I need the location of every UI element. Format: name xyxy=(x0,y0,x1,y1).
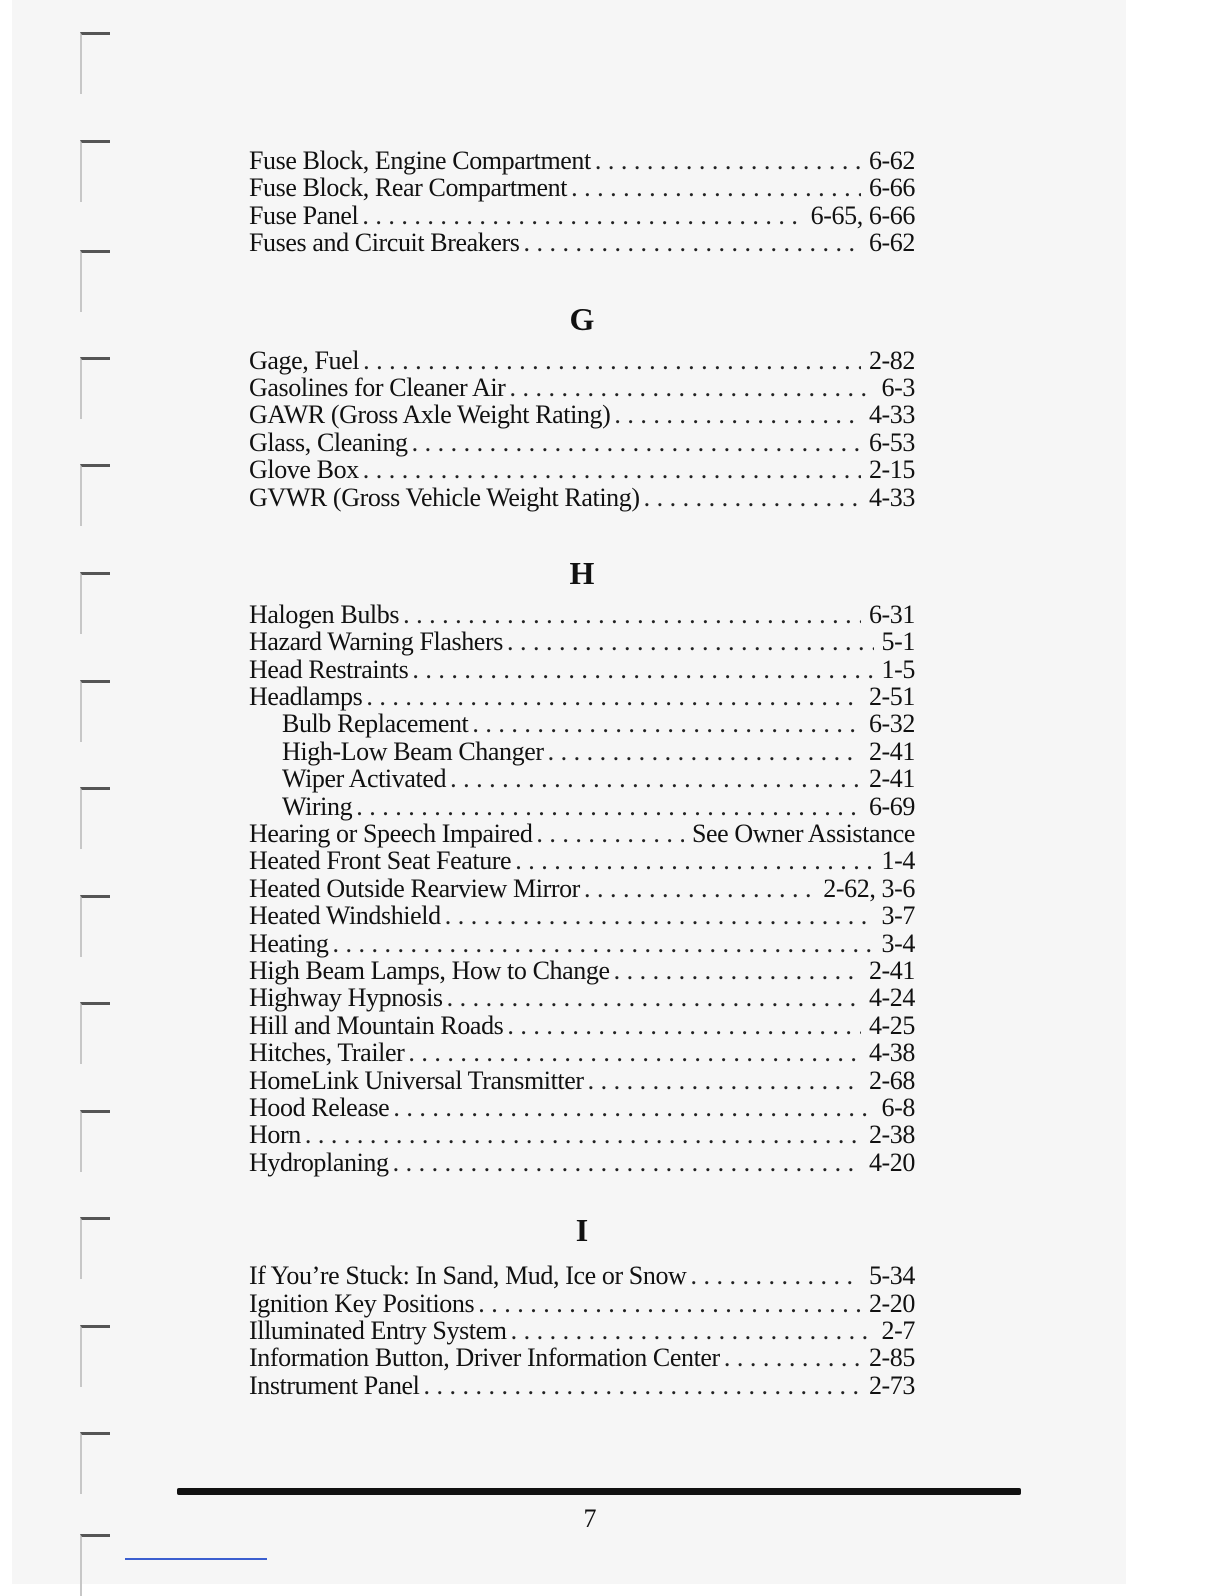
entry-page: 6-8 xyxy=(881,1092,915,1122)
entry-page: 6-32 xyxy=(868,709,915,739)
index-entry xyxy=(249,930,915,957)
index-entry xyxy=(249,1317,915,1344)
binding-mark xyxy=(80,32,110,94)
dot-leader xyxy=(445,902,874,929)
dot-leader xyxy=(393,1149,861,1176)
entry-page: 3-7 xyxy=(881,901,915,931)
dot-leader xyxy=(571,174,861,201)
dot-leader xyxy=(412,656,873,683)
binding-mark xyxy=(80,1432,110,1494)
entry-label: Horn xyxy=(249,1120,301,1150)
index-entry xyxy=(249,820,915,847)
index-entry xyxy=(249,1344,915,1371)
dot-leader xyxy=(366,683,861,710)
index-entry xyxy=(249,456,915,483)
index-entry xyxy=(249,601,915,628)
entry-page: 6-66 xyxy=(868,173,915,203)
entry-page: 2-51 xyxy=(868,682,915,712)
entry-label: Hitches, Trailer xyxy=(249,1038,405,1068)
binding-mark xyxy=(80,572,110,634)
entry-label: Glass, Cleaning xyxy=(249,427,408,457)
entry-page: 3-4 xyxy=(881,928,915,958)
index-entry xyxy=(249,429,915,456)
index-entry xyxy=(249,1121,915,1148)
dot-leader xyxy=(584,875,815,902)
index-entry xyxy=(249,147,915,174)
dot-leader xyxy=(447,984,861,1011)
entry-page: 5-34 xyxy=(868,1261,915,1291)
binding-mark xyxy=(80,895,110,957)
footer-rule xyxy=(177,1488,1021,1495)
entry-page: 5-1 xyxy=(881,627,915,657)
index-entry xyxy=(249,656,915,683)
entry-label: Heated Windshield xyxy=(249,901,441,931)
index-section-f xyxy=(249,147,915,257)
entry-label: Hydroplaning xyxy=(249,1147,389,1177)
document-page xyxy=(12,0,1126,1584)
entry-label: Bulb Replacement xyxy=(282,709,469,739)
entry-label: High-Low Beam Changer xyxy=(282,736,544,766)
binding-mark xyxy=(80,1002,110,1064)
entry-label: If You’re Stuck: In Sand, Mud, Ice or Snow xyxy=(249,1261,687,1291)
binding-mark xyxy=(80,357,110,419)
dot-leader xyxy=(509,374,873,401)
dot-leader xyxy=(356,793,861,820)
dot-leader xyxy=(507,1012,861,1039)
index-entry xyxy=(249,401,915,428)
dot-leader xyxy=(511,1317,874,1344)
index-section-h xyxy=(249,553,915,1176)
entry-label: Glove Box xyxy=(249,455,359,485)
entry-label: Fuse Panel xyxy=(249,200,359,230)
entry-page: 2-15 xyxy=(868,455,915,485)
entry-page: 2-82 xyxy=(868,345,915,375)
binding-mark xyxy=(80,1534,110,1596)
dot-leader xyxy=(614,957,861,984)
entry-page: 6-3 xyxy=(881,372,915,402)
entry-page: 4-20 xyxy=(868,1147,915,1177)
entry-label: Gage, Fuel xyxy=(249,345,360,375)
index-entry xyxy=(249,1149,915,1176)
dot-leader xyxy=(507,628,874,655)
index-entry xyxy=(249,174,915,201)
entry-page: 2-62, 3-6 xyxy=(823,873,915,903)
entry-label: Fuses and Circuit Breakers xyxy=(249,228,520,258)
entry-label: Information Button, Driver Information Center xyxy=(249,1343,720,1373)
index-entry xyxy=(249,202,915,229)
index-entry xyxy=(249,683,915,710)
binding-mark xyxy=(80,787,110,849)
entry-page: 1-5 xyxy=(881,654,915,684)
section-letter: I xyxy=(575,1212,589,1249)
dot-leader xyxy=(478,1290,861,1317)
dot-leader xyxy=(408,1039,861,1066)
entry-label: Gasolines for Cleaner Air xyxy=(249,372,506,402)
index-subentry xyxy=(249,710,915,737)
binding-mark xyxy=(80,464,110,526)
index-entry xyxy=(249,1012,915,1039)
index-subentry xyxy=(249,738,915,765)
index-subentry xyxy=(249,765,915,792)
entry-label: Heating xyxy=(249,928,329,958)
entry-page: 2-73 xyxy=(868,1370,915,1400)
entry-page: 2-7 xyxy=(881,1315,915,1345)
entry-page: 2-41 xyxy=(868,764,915,794)
index-entry xyxy=(249,1094,915,1121)
entry-label: Hearing or Speech Impaired xyxy=(249,819,533,849)
entry-page: 2-41 xyxy=(868,736,915,766)
dot-leader xyxy=(690,1262,860,1289)
index-entry xyxy=(249,374,915,401)
dot-leader xyxy=(450,765,861,792)
index-entry xyxy=(249,1372,915,1399)
entry-label: Fuse Block, Rear Compartment xyxy=(249,173,568,203)
index-entry xyxy=(249,1067,915,1094)
dot-leader xyxy=(614,401,861,428)
entry-page: 2-20 xyxy=(868,1288,915,1318)
entry-label: Hill and Mountain Roads xyxy=(249,1010,504,1040)
dot-leader xyxy=(536,820,684,847)
index-section-g xyxy=(249,299,915,511)
entry-page: 6-53 xyxy=(868,427,915,457)
entry-label: Hazard Warning Flashers xyxy=(249,627,503,657)
index-section-i xyxy=(249,1210,915,1399)
entry-label: Head Restraints xyxy=(249,654,409,684)
entry-label: Fuse Block, Engine Compartment xyxy=(249,146,591,175)
dot-leader xyxy=(362,202,802,229)
index-entry xyxy=(249,1262,915,1289)
entry-page: 4-33 xyxy=(868,482,915,512)
entry-label: Hood Release xyxy=(249,1092,390,1122)
entry-label: GAWR (Gross Axle Weight Rating) xyxy=(249,400,611,430)
binding-mark xyxy=(80,1217,110,1279)
binding-mark xyxy=(80,1110,110,1172)
entry-page: 2-38 xyxy=(868,1120,915,1150)
index-content xyxy=(249,147,915,1399)
entry-page: 6-69 xyxy=(868,791,915,821)
index-entry xyxy=(249,957,915,984)
dot-leader xyxy=(724,1344,861,1371)
entry-page: 2-85 xyxy=(868,1343,915,1373)
entry-page: 4-38 xyxy=(868,1038,915,1068)
entry-page: 2-68 xyxy=(868,1065,915,1095)
entry-label: High Beam Lamps, How to Change xyxy=(249,955,610,985)
entry-label: Wiper Activated xyxy=(282,764,447,794)
index-entry xyxy=(249,628,915,655)
dot-leader xyxy=(523,229,860,256)
entry-label: Wiring xyxy=(282,791,353,821)
binding-mark xyxy=(80,680,110,742)
index-entry xyxy=(249,347,915,374)
dot-leader xyxy=(515,847,873,874)
entry-page: 6-31 xyxy=(868,599,915,629)
entry-label: HomeLink Universal Transmitter xyxy=(249,1065,584,1095)
dot-leader xyxy=(393,1094,873,1121)
dot-leader xyxy=(305,1121,861,1148)
entry-label: Illuminated Entry System xyxy=(249,1315,507,1345)
dot-leader xyxy=(548,738,861,765)
entry-label: Halogen Bulbs xyxy=(249,599,400,629)
index-entry xyxy=(249,984,915,1011)
index-entry xyxy=(249,847,915,874)
index-entry xyxy=(249,1039,915,1066)
entry-page: See Owner Assistance xyxy=(691,819,915,849)
index-entry xyxy=(249,1290,915,1317)
dot-leader xyxy=(403,601,861,628)
entry-label: Highway Hypnosis xyxy=(249,983,443,1013)
binding-mark xyxy=(80,140,110,202)
dot-leader xyxy=(644,484,861,511)
index-entry xyxy=(249,229,915,256)
entry-page: 4-33 xyxy=(868,400,915,430)
index-entry xyxy=(249,875,915,902)
section-letter: H xyxy=(569,554,595,591)
entry-page: 6-62 xyxy=(868,228,915,258)
index-entry xyxy=(249,902,915,929)
entry-label: Heated Outside Rearview Mirror xyxy=(249,873,580,903)
dot-leader xyxy=(472,710,861,737)
binding-mark xyxy=(80,250,110,312)
dot-leader xyxy=(424,1372,861,1399)
dot-leader xyxy=(412,429,861,456)
entry-label: GVWR (Gross Vehicle Weight Rating) xyxy=(249,482,640,512)
index-subentry xyxy=(249,793,915,820)
binding-mark xyxy=(80,1325,110,1387)
entry-page: 6-65, 6-66 xyxy=(810,200,915,230)
page-number: 7 xyxy=(583,1504,597,1533)
entry-page: 1-4 xyxy=(881,846,915,876)
section-letter: G xyxy=(569,300,595,337)
entry-page: 4-25 xyxy=(868,1010,915,1040)
dot-leader xyxy=(588,1067,861,1094)
entry-label: Headlamps xyxy=(249,682,363,712)
entry-page: 6-62 xyxy=(868,146,915,175)
dot-leader xyxy=(363,347,861,374)
dot-leader xyxy=(363,456,861,483)
dot-leader xyxy=(333,930,874,957)
entry-label: Instrument Panel xyxy=(249,1370,420,1400)
index-entry xyxy=(249,484,915,511)
dot-leader xyxy=(595,147,861,174)
footer-link-underline[interactable] xyxy=(125,1558,267,1560)
entry-label: Heated Front Seat Feature xyxy=(249,846,512,876)
entry-page: 4-24 xyxy=(868,983,915,1013)
entry-page: 2-41 xyxy=(868,955,915,985)
entry-label: Ignition Key Positions xyxy=(249,1288,475,1318)
